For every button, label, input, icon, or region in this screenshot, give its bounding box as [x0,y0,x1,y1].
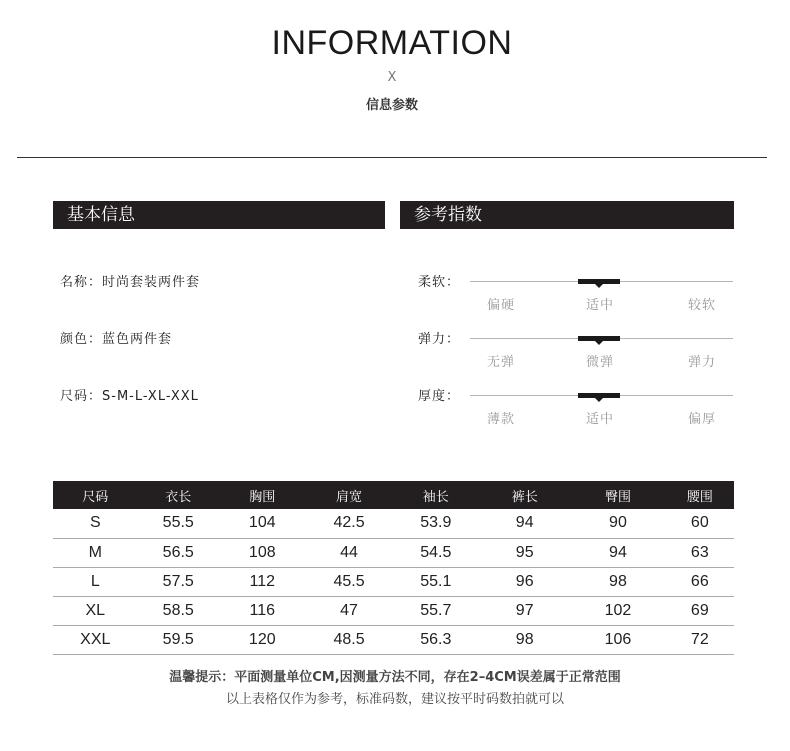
table-cell: 44 [306,538,393,567]
ref-label-elasticity: 弹力： [418,332,461,347]
table-cell: 59.5 [138,625,219,654]
table-cell: 120 [219,625,306,654]
table-cell: 104 [219,509,306,538]
table-cell: 97 [479,596,570,625]
table-cell: 56.5 [138,538,219,567]
column-header: 胸围 [219,481,306,509]
ref-pointer-thickness [595,398,603,402]
info-color: 颜色：蓝色两件套 [60,332,173,347]
table-cell: 94 [570,538,665,567]
ref-option: 弹力 [687,355,716,370]
table-row [53,567,734,596]
close-icon: X [387,70,397,85]
measurement-tip: 温馨提示：平面测量单位CM,因测量方法不同，存在2–4CM误差属于正常范围 [169,670,621,685]
ref-option: 适中 [585,298,614,313]
table-cell: 53.9 [392,509,479,538]
info-name: 名称：时尚套装两件套 [60,275,201,290]
size-table [53,481,734,655]
table-cell: 47 [306,596,393,625]
basic-info-header: 基本信息 [53,201,385,229]
table-cell: 98 [570,567,665,596]
column-header: 裤长 [479,481,570,509]
column-header: 臀围 [570,481,665,509]
table-cell: 106 [570,625,665,654]
ref-option: 偏硬 [486,298,515,313]
table-row [53,625,734,654]
ref-option: 偏厚 [687,412,716,427]
table-cell: XXL [53,625,138,654]
table-cell: 90 [570,509,665,538]
table-cell: 98 [479,625,570,654]
table-cell: 57.5 [138,567,219,596]
table-cell: 48.5 [306,625,393,654]
table-cell: 63 [666,538,734,567]
table-cell: 112 [219,567,306,596]
table-cell: 42.5 [306,509,393,538]
table-cell: 116 [219,596,306,625]
table-row [53,538,734,567]
header-divider [17,157,767,158]
table-cell: 108 [219,538,306,567]
column-header: 衣长 [138,481,219,509]
ref-option: 适中 [585,412,614,427]
table-cell: 60 [666,509,734,538]
ref-pointer-elasticity [595,341,603,345]
table-cell: S [53,509,138,538]
ref-option: 较软 [687,298,716,313]
ref-label-softness: 柔软： [418,275,461,290]
ref-option: 无弹 [486,355,515,370]
table-cell: 102 [570,596,665,625]
table-cell: M [53,538,138,567]
table-cell: 55.7 [392,596,479,625]
column-header: 尺码 [53,481,138,509]
ref-pointer-softness [595,284,603,288]
table-cell: XL [53,596,138,625]
table-cell: 96 [479,567,570,596]
table-row [53,596,734,625]
table-cell: 94 [479,509,570,538]
page-subtitle: 信息参数 [365,98,418,113]
column-header: 腰围 [666,481,734,509]
table-cell: 69 [666,596,734,625]
table-cell: 56.3 [392,625,479,654]
table-header-row [53,481,734,509]
table-cell: 95 [479,538,570,567]
table-cell: 54.5 [392,538,479,567]
table-cell: 58.5 [138,596,219,625]
table-cell: 72 [666,625,734,654]
table-cell: 66 [666,567,734,596]
table-cell: 45.5 [306,567,393,596]
info-sizes: 尺码：S-M-L-XL-XXL [60,389,199,404]
ref-option: 微弹 [585,355,614,370]
column-header: 袖长 [392,481,479,509]
size-advice: 以上表格仅作为参考，标准码数，建议按平时码数拍就可以 [225,692,564,707]
ref-option: 薄款 [486,412,515,427]
table-cell: 55.1 [392,567,479,596]
ref-label-thickness: 厚度： [418,389,461,404]
table-cell: 55.5 [138,509,219,538]
table-cell: L [53,567,138,596]
page-title: INFORMATION [271,24,513,62]
reference-header: 参考指数 [400,201,734,229]
column-header: 肩宽 [306,481,393,509]
table-row [53,509,734,538]
